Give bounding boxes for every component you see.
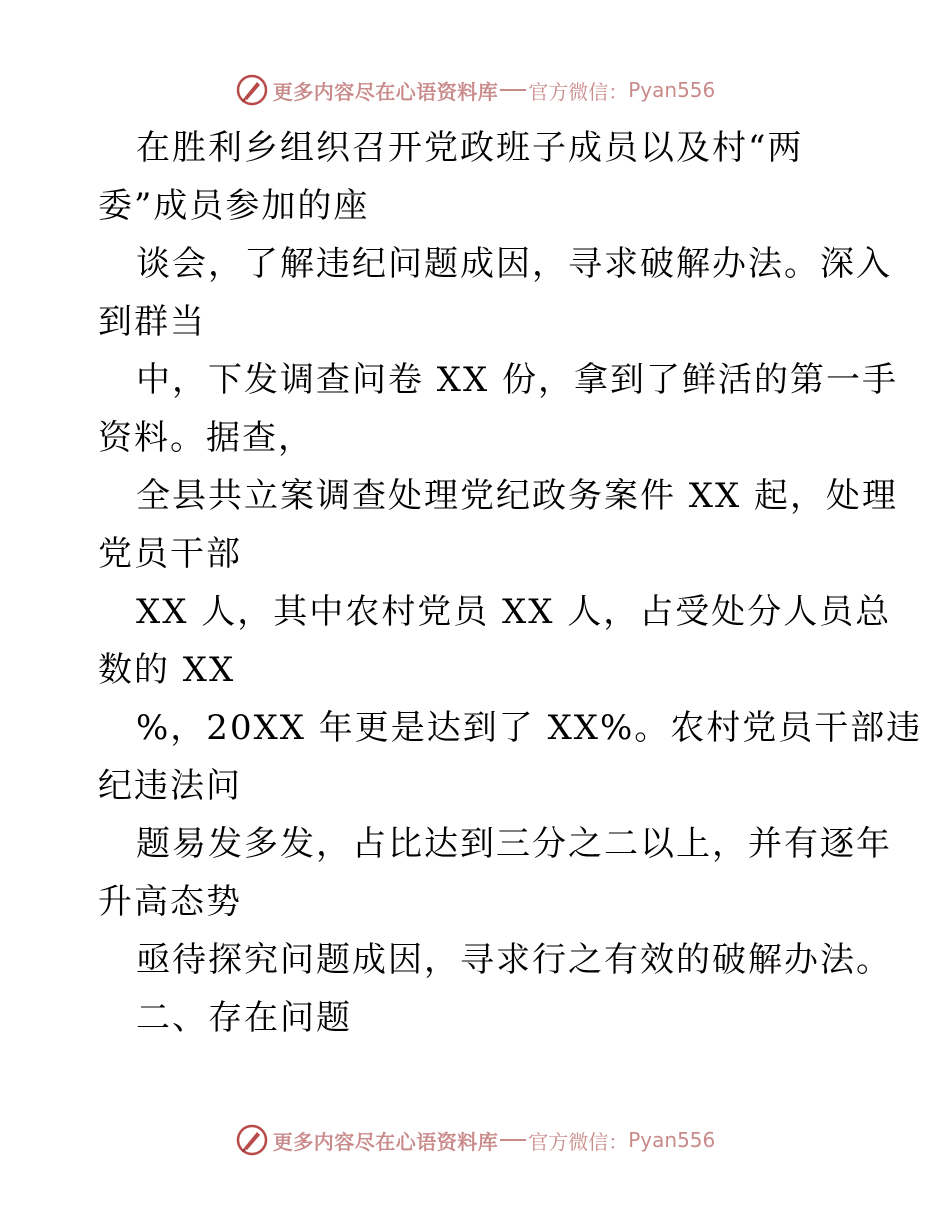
banner-dash — [500, 1139, 526, 1141]
body-line: 全县共立案调查处理党纪政务案件 XX 起，处理 — [136, 476, 899, 516]
footer-banner — [0, 1120, 950, 1160]
banner-brand-text: 更多内容尽在心语资料库 — [272, 1129, 499, 1154]
body-line: 到群当 — [98, 302, 206, 342]
body-line: 谈会，了解违纪问题成因，寻求破解办法。深入 — [136, 244, 892, 284]
body-line: 在胜利乡组织召开党政班子成员以及村“两 — [136, 128, 804, 168]
body-line: %，20XX 年更是达到了 XX%。农村党员干部违 — [136, 708, 923, 748]
banner-wechat-label: 官方微信： — [528, 1129, 629, 1154]
body-line: 题易发多发，占比达到三分之二以上，并有逐年 — [136, 824, 892, 864]
header-banner — [0, 70, 950, 110]
body-line: XX 人，其中农村党员 XX 人，占受处分人员总 — [136, 592, 892, 632]
body-line: 亟待探究问题成因，寻求行之有效的破解办法。 — [136, 940, 892, 980]
body-line: 党员干部 — [98, 534, 242, 574]
banner-wechat-id: Pyan556 — [628, 78, 716, 102]
body-line: 资料。据查， — [98, 418, 314, 458]
body-line: 委”成员参加的座 — [98, 186, 370, 226]
body-line: 中，下发调查问卷 XX 份，拿到了鲜活的第一手 — [136, 360, 899, 400]
pen-logo-icon — [235, 1123, 269, 1157]
banner-dash — [500, 89, 526, 91]
body-line: 数的 XX — [98, 650, 236, 690]
body-line: 升高态势 — [98, 882, 242, 922]
pen-logo-icon — [235, 73, 269, 107]
section-heading: 二、存在问题 — [136, 998, 352, 1038]
banner-wechat-label: 官方微信： — [528, 79, 629, 104]
banner-wechat-id: Pyan556 — [628, 1128, 716, 1152]
banner-brand-text: 更多内容尽在心语资料库 — [272, 79, 499, 104]
body-line: 纪违法问 — [98, 766, 242, 806]
